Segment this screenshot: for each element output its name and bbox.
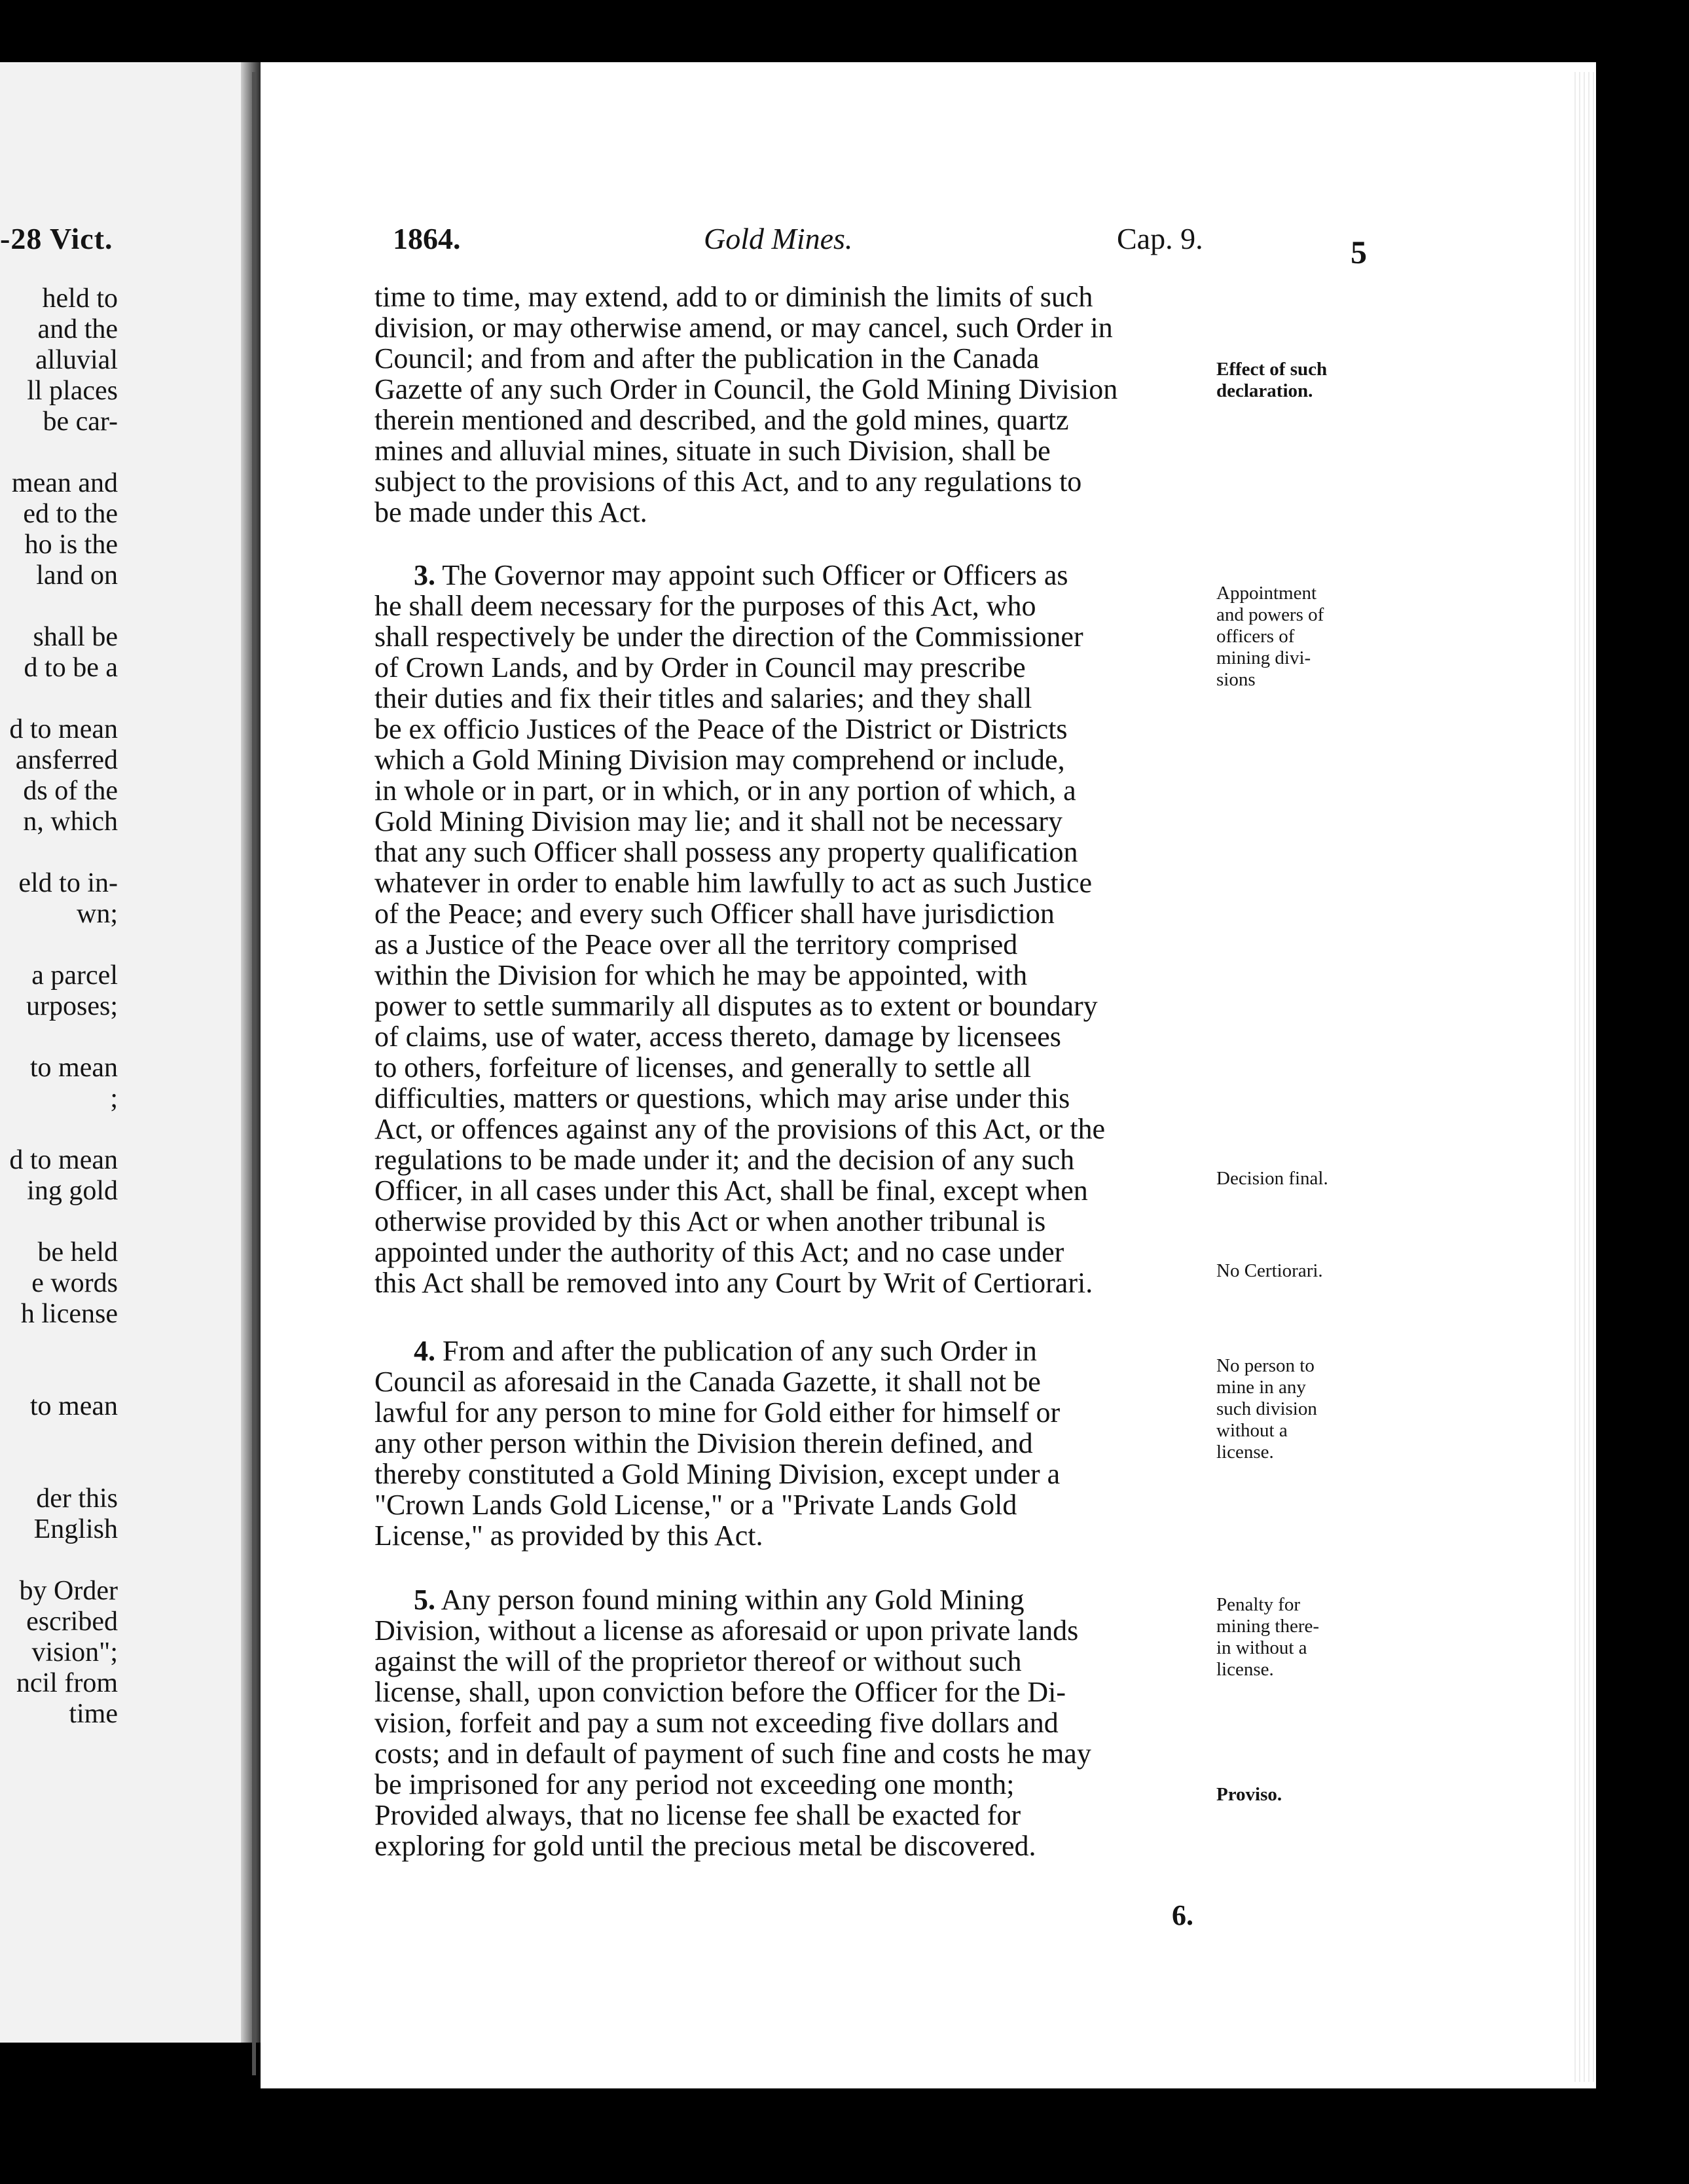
left-page-line: e words [31,1268,118,1298]
left-page-line: be held [37,1237,118,1267]
left-page-line: ed to the [23,499,118,529]
margin-note-effect: Effect of such declaration. [1216,359,1328,401]
left-page-line: d to be a [24,653,118,683]
left-page-line: be car- [43,407,118,437]
left-page-line: to mean [29,1391,118,1421]
left-page-line: wn; [77,899,118,929]
left-page-line: to mean [29,1053,118,1083]
left-page-line: ll places [27,376,118,406]
left-page-line: ansferred [15,745,118,775]
left-page-line: ncil from [16,1668,118,1698]
left-page-line: n, which [23,807,118,837]
left-page-line: ho is the [24,530,118,560]
section-5 [374,1584,1210,1861]
header-year: 1864. [393,222,461,255]
left-page-line: mean and [11,468,118,498]
left-running-head: -28 Vict. [0,222,113,255]
catchword: 6. [1172,1899,1193,1931]
left-page-line: ; [110,1083,118,1114]
left-page-line: ds of the [23,776,118,806]
left-page-line: escribed [26,1607,118,1637]
left-page-line: a parcel [31,960,118,991]
left-page-line: d to mean [9,1145,118,1175]
left-page-line: land on [36,560,118,591]
left-page-line: shall be [33,622,118,652]
left-page-line: and the [37,314,118,344]
continuation-paragraph: time to time, may extend, add to or diminish the limits of such division, or may otherwise amend, or may cancel, such Order in Council; and from and after the publication in the Canada Gazette of any such Order in Council, the Gold Mining Division therein mentioned and described, and the gold mines, quartz mines and alluvial mines, situate in such Division, shall be subject to the provisions of this Act, and to any regulations to be made under this Act. [374,281,1118,528]
margin-note-decision: Decision final. [1216,1168,1328,1189]
left-page-line: vision"; [31,1637,118,1667]
left-page-line: eld to in- [18,868,118,898]
left-page-line: ing gold [27,1176,118,1206]
left-page-line: der this [36,1483,118,1514]
section-4-text: From and after the publication of any such Order in Council as aforesaid in the Canada Gazette, it shall not be lawful for any person to mine for Gold either for himself or any other person within the Division therein defined, and thereby constituted a Gold Mining Division, except under a "Crown Lands Gold License," or a "Private Lands Gold License," as provided by this Act. [374,1335,1061,1552]
header-title: Gold Mines. [704,222,853,255]
section-5-text: Any person found mining within any Gold Mining Division, without a license as aforesaid or upon private lands against the will of the proprietor thereof or without such license, shall, upon conviction before the Officer for the Di- vision, forfeit and pay a sum not exceeding five dollars and costs; and in default of payment of such fine and costs he may be imprisoned for any period not exceeding one month; Provided always, that no license fee shall be exacted for exploring for gold until the precious metal be discovered. [374,1584,1091,1862]
header-chapter: Cap. 9. [1117,222,1203,255]
section-5-number: 5. [414,1584,435,1616]
left-page-line: by Order [19,1576,118,1606]
section-4 [374,1336,1210,1551]
section-4-number: 4. [414,1335,435,1367]
section-3-text: The Governor may appoint such Officer or Officers as he shall deem necessary for the purposes of this Act, who shall respectively be under the direction of the Commissioner of Crown Lands, and by Order in Council may prescribe their duties and fix their titles and salaries; and they shall be ex officio Justices of the Peace of the District or Districts which a Gold Mining Division may comprehend or include, in whole or in part, or in which, or in any portion of which, a Gold Mining Division may lie; and it shall not be necessary that any such Officer shall possess any property qualification whatever in order to enable him lawfully to act as such Justice of the Peace; and every such Officer shall have jurisdiction as a Justice of the Peace over all the territory comprised within the Division for which he may be appointed, with power to settle summarily all disputes as to extent or boundary of claims, use of water, access thereto, damage by licensees to others, forfeiture of licenses, and generally to settle all difficulties, matters or questions, which may arise under this Act, or offences against any of the provisions of this Act, or the regulations to be made under it; and the decision of any such Officer, in all cases under this Act, shall be final, except when otherwise provided by this Act or when another tribunal is appointed under the authority of this Act; and no case under this Act shall be removed into any Court by Writ of Certiorari. [374,559,1106,1299]
margin-note-certiorari: No Certiorari. [1216,1260,1323,1281]
page-number: 5 [1351,234,1367,270]
margin-note-penalty: Penalty for mining there- in without a license. [1216,1594,1320,1680]
margin-note-appointment: Appointment and powers of officers of mining divi- sions [1216,583,1324,690]
left-page-line: h license [20,1299,118,1329]
margin-note-proviso: Proviso. [1216,1784,1282,1805]
left-page-line: held to [42,283,118,314]
section-3 [374,560,1210,1298]
page-edges [1571,72,1596,2082]
section-3-number: 3. [414,559,435,591]
left-page-line: English [33,1514,118,1544]
left-page-line: alluvial [35,345,118,375]
left-page-line: d to mean [9,714,118,744]
left-page-line: urposes; [26,991,118,1021]
margin-note-no-person: No person to mine in any such division without a license. [1216,1355,1317,1463]
book-gutter [241,62,261,2043]
spine-edge [252,72,256,2075]
left-page-line: time [69,1699,118,1729]
